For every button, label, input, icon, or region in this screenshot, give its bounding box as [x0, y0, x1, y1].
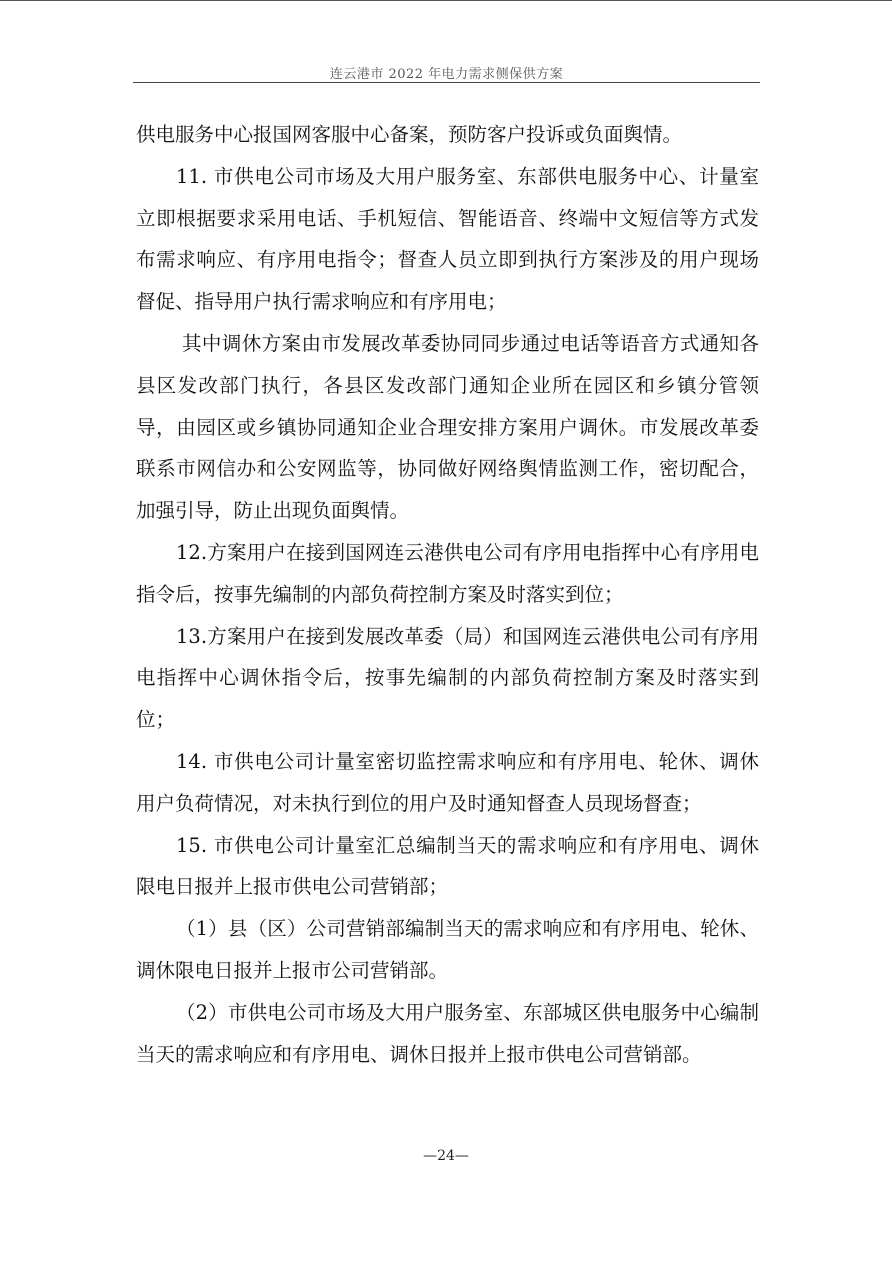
paragraph-sub-item-1: （1）县（区）公司营销部编制当天的需求响应和有序用电、轮休、调休限电日报并上报市公司营销部。 [136, 917, 759, 982]
header-rule [133, 82, 760, 83]
paragraph-sub-item-2: （2）市供电公司市场及大用户服务室、东部城区供电服务中心编制当天的需求响应和有序用电、调休日报并上报市供电公司营销部。 [136, 1000, 759, 1066]
paragraph-item-11: 11. 市供电公司市场及大用户服务室、东部供电服务中心、计量室立即根据要求采用电话、手机短信、智能语音、终端中文短信等方式发布需求响应、有序用电指令；督查人员立即到执行方案涉及的用户现场督促、指导用户执行需求响应和有序用电； [136, 164, 759, 314]
paragraph-continuation: 供电服务中心报国网客服中心备案，预防客户投诉或负面舆情。 [136, 123, 683, 146]
paragraph-item-15: 15. 市供电公司计量室汇总编制当天的需求响应和有序用电、调休限电日报并上报市供电公司营销部； [136, 833, 759, 899]
paragraph-item-12: 12.方案用户在接到国网连云港供电公司有序用电指挥中心有序用电指令后，按事先编制的内部负荷控制方案及时落实到位； [136, 540, 759, 606]
document-body [136, 114, 759, 1075]
paragraph-item-13: 13.方案用户在接到发展改革委（局）和国网连云港供电公司有序用电指挥中心调休指令后，按事先编制的内部负荷控制方案及时落实到位； [136, 624, 759, 732]
running-header-title: 连云港市 2022 年电力需求侧保供方案 [329, 67, 564, 82]
page-number: —24— [423, 1148, 469, 1164]
page-top-border [0, 0, 892, 1]
paragraph-adjustment-plan: 其中调休方案由市发展改革委协同同步通过电话等语音方式通知各县区发改部门执行，各县区发改部门通知企业所在园区和乡镇分管领导，由园区或乡镇协同通知企业合理安排方案用户调休。市发展改革委联系市网信办和公安网监等，协同做好网络舆情监测工作，密切配合，加强引导，防止出现负面舆情。 [136, 331, 759, 523]
paragraph-item-14: 14. 市供电公司计量室密切监控需求响应和有序用电、轮休、调休用户负荷情况，对未执行到位的用户及时通知督查人员现场督查； [136, 749, 759, 815]
